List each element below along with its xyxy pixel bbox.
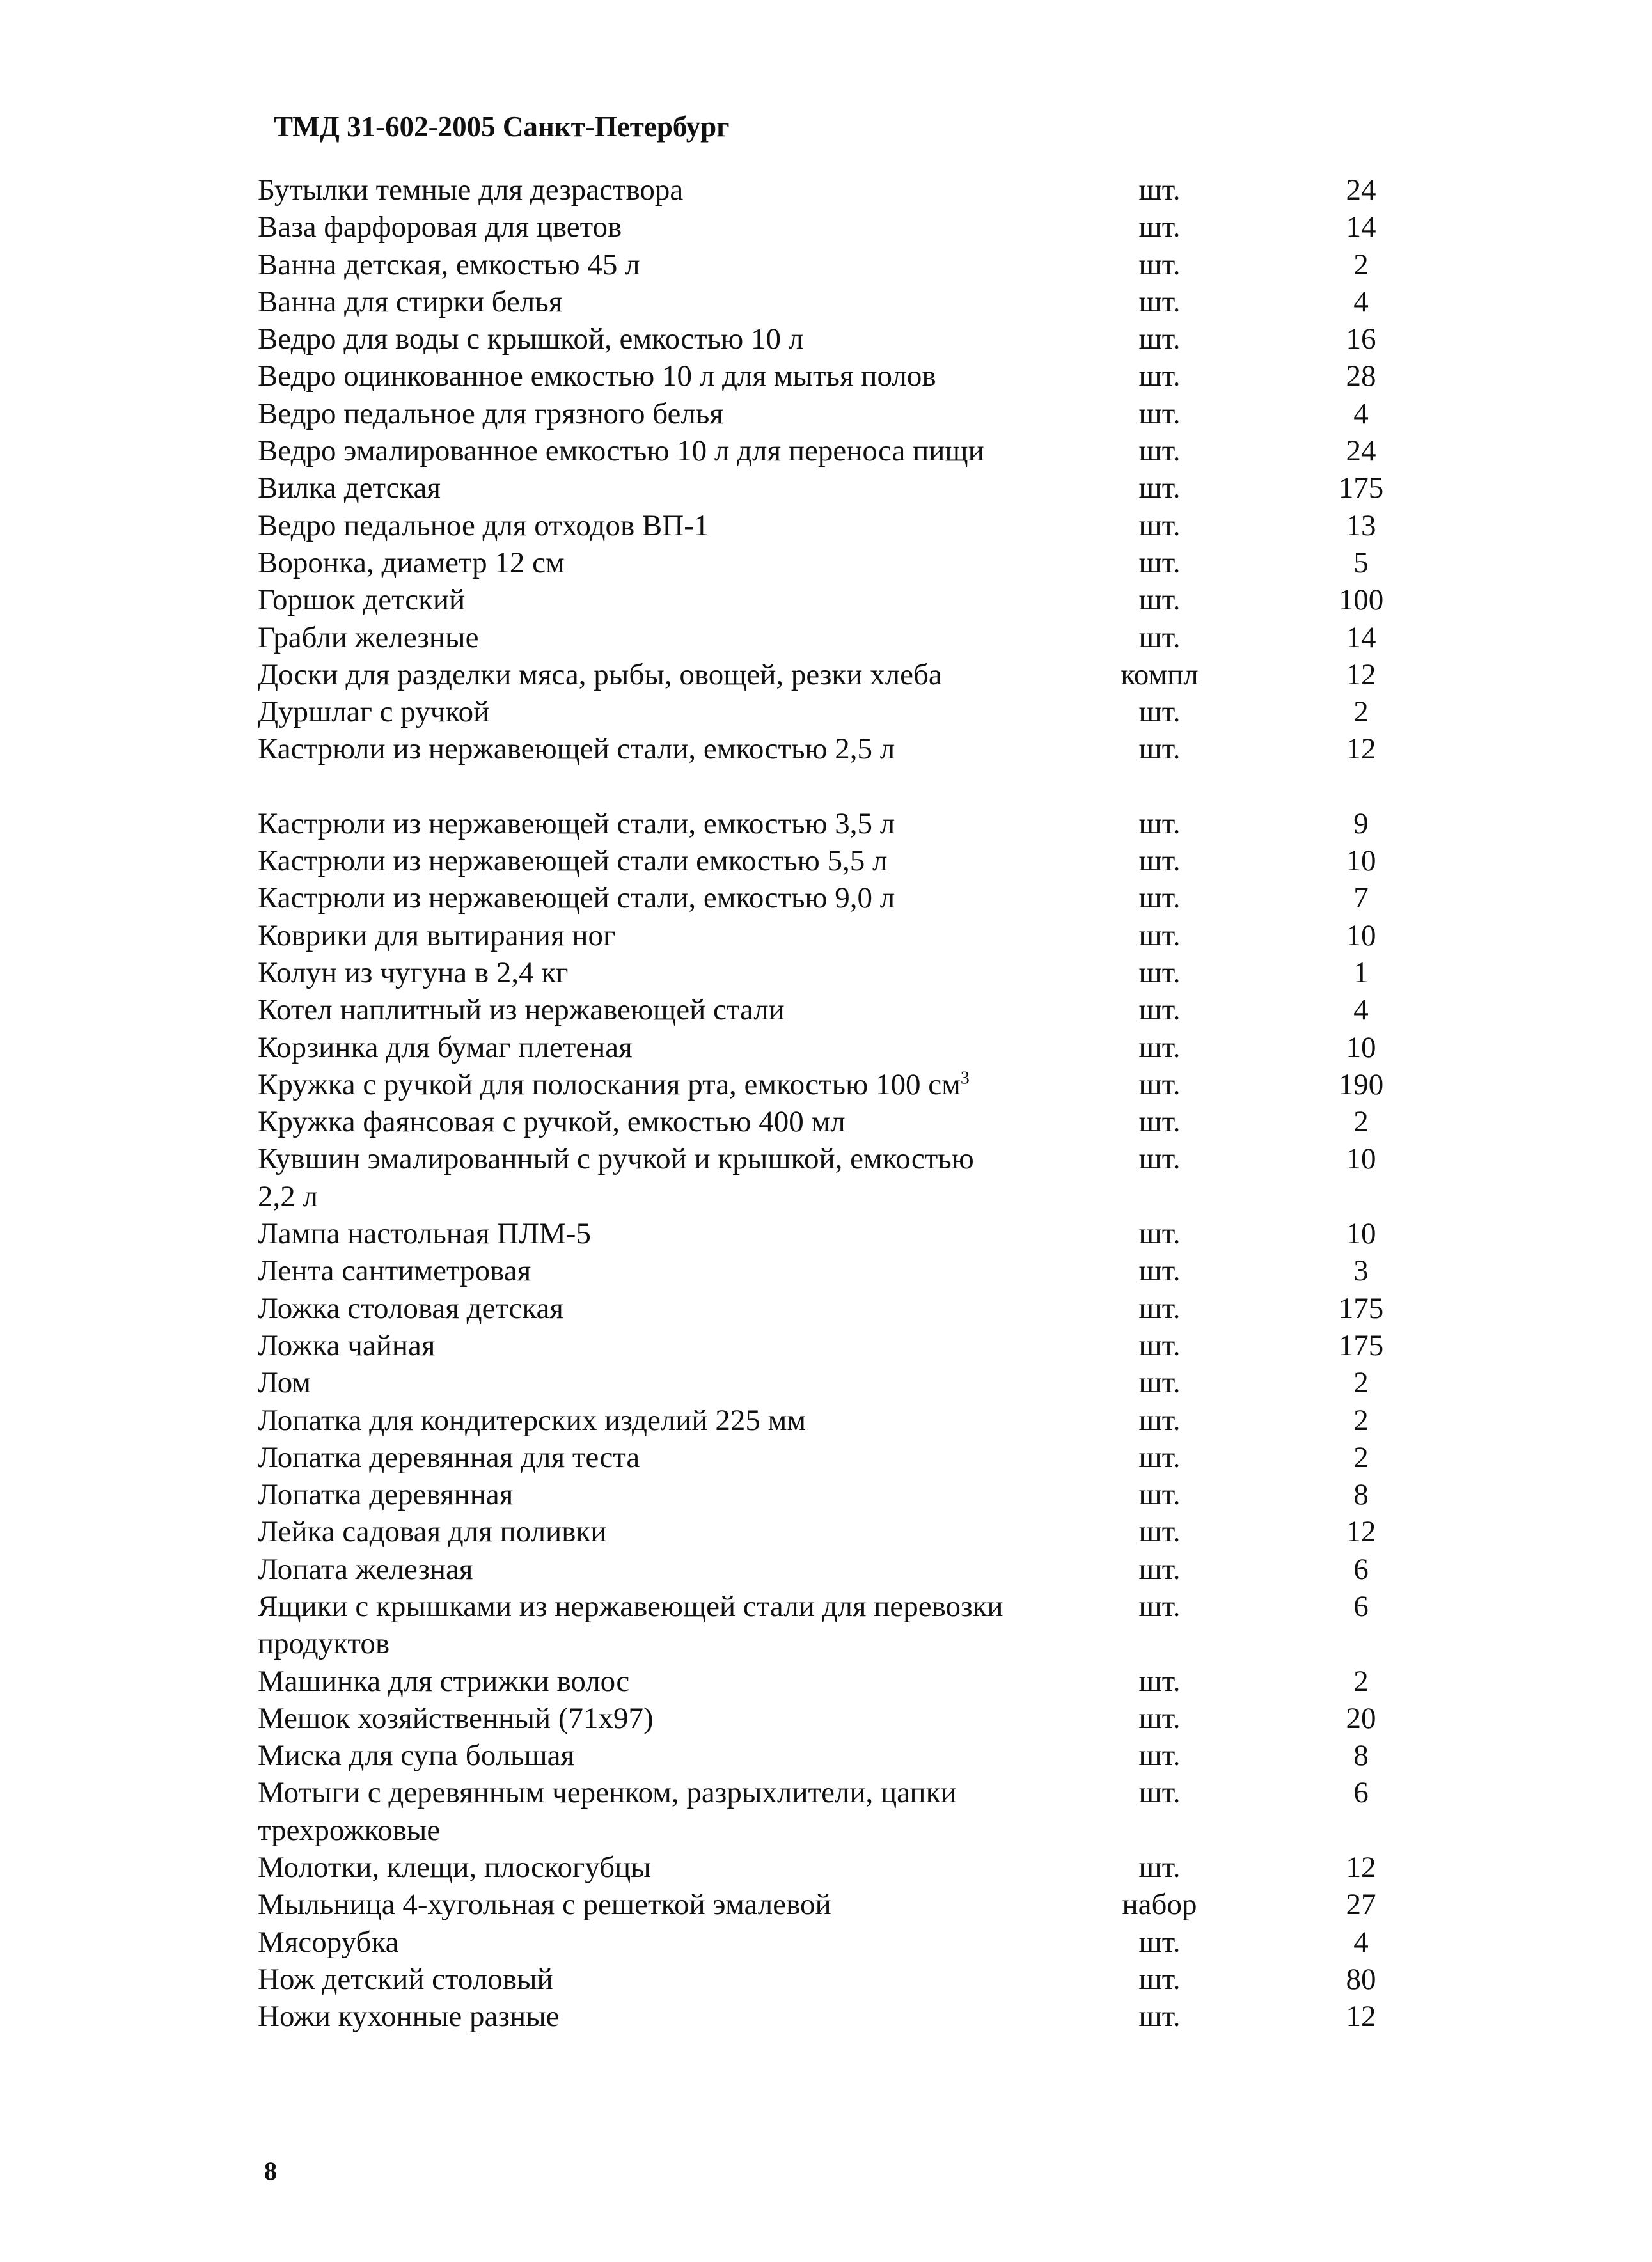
table-row (258, 1588, 1499, 1663)
item-unit: шт. (1138, 508, 1181, 542)
item-quantity: 12 (1346, 1851, 1376, 1885)
item-name-continuation: 2,2 л (258, 1179, 318, 1213)
item-name (258, 619, 1096, 656)
item-quantity: 2 (1353, 1366, 1369, 1400)
table-row (258, 544, 1499, 581)
item-name (258, 917, 1096, 954)
item-name (258, 1402, 1096, 1439)
item-unit: шт. (1138, 546, 1181, 579)
item-name (258, 1737, 1096, 1774)
table-row (258, 1364, 1499, 1401)
item-quantity: 2 (1353, 1440, 1369, 1474)
item-name-text: Лента сантиметровая (258, 1254, 531, 1288)
item-name-text: Ваза фарфоровая для цветов (258, 210, 622, 244)
item-quantity: 12 (1346, 732, 1376, 766)
table-row (258, 1029, 1499, 1066)
table-row (258, 1140, 1499, 1215)
table-row (258, 1439, 1499, 1476)
item-unit: шт. (1138, 620, 1181, 654)
item-quantity: 10 (1346, 918, 1376, 952)
item-name-text: Горшок детский (258, 583, 466, 617)
item-name-text: Лопатка деревянная (258, 1478, 514, 1512)
item-name-text: Ведро эмалированное емкостью 10 л для переноса пищи (258, 434, 984, 468)
item-name-text: Вилка детская (258, 471, 441, 505)
item-name-text: Мыльница 4-хугольная с решеткой эмалевой (258, 1888, 831, 1922)
item-quantity: 190 (1338, 1067, 1384, 1101)
item-name (258, 1998, 1096, 2035)
item-unit: шт. (1138, 1403, 1181, 1437)
item-name (258, 1252, 1096, 1289)
table-row (258, 1252, 1499, 1289)
item-unit: шт. (1138, 210, 1181, 244)
item-unit: шт. (1138, 1589, 1181, 1623)
item-name-continuation: трехрожковые (258, 1813, 441, 1847)
item-name-text: Ложка столовая детская (258, 1291, 564, 1325)
item-name (258, 246, 1096, 283)
item-name-text: Ведро педальное для грязного белья (258, 397, 723, 430)
table-row (258, 1513, 1499, 1550)
item-name-text: Ножи кухонные разные (258, 2000, 560, 2034)
item-name-text: Ящики с крышками из нержавеющей стали для перевозки (258, 1589, 1003, 1623)
table-row (258, 1215, 1499, 1252)
item-name (258, 1774, 1096, 1849)
item-name (258, 991, 1096, 1028)
item-quantity: 4 (1353, 397, 1369, 430)
item-unit: шт. (1138, 359, 1181, 393)
item-unit: шт. (1138, 285, 1181, 318)
item-name-text: Кружка с ручкой для полоскания рта, емкостью 100 см (258, 1067, 961, 1101)
table-row (258, 805, 1499, 842)
item-unit: шт. (1138, 173, 1181, 207)
table-row (258, 1103, 1499, 1140)
item-unit: шт. (1138, 1291, 1181, 1325)
item-name-text: Грабли железные (258, 620, 479, 654)
item-unit: шт. (1138, 1701, 1181, 1735)
item-name (258, 1551, 1096, 1588)
item-name-text: Лампа настольная ПЛМ-5 (258, 1217, 591, 1251)
item-name (258, 208, 1096, 246)
table-row (258, 1737, 1499, 1774)
item-quantity: 28 (1346, 359, 1376, 393)
item-quantity: 10 (1346, 844, 1376, 878)
item-quantity: 12 (1346, 657, 1376, 691)
item-quantity: 175 (1338, 1291, 1384, 1325)
table-row (258, 1551, 1499, 1588)
item-unit: шт. (1138, 993, 1181, 1027)
table-row (258, 879, 1499, 916)
table-row (258, 283, 1499, 320)
item-unit: шт. (1138, 1105, 1181, 1139)
item-name (258, 1066, 1096, 1103)
item-name-text: Лом (258, 1366, 311, 1400)
item-quantity: 10 (1346, 1142, 1376, 1176)
item-quantity: 5 (1353, 546, 1369, 579)
item-name-text: Ванна детская, емкостью 45 л (258, 247, 640, 281)
item-quantity: 3 (1353, 1254, 1369, 1288)
item-unit: компл (1121, 657, 1199, 691)
item-quantity: 27 (1346, 1888, 1376, 1922)
item-unit: шт. (1138, 1217, 1181, 1251)
item-name (258, 1849, 1096, 1886)
table-row (258, 842, 1499, 879)
table-row (258, 1476, 1499, 1513)
item-quantity: 12 (1346, 1515, 1376, 1549)
item-name (258, 1961, 1096, 1998)
item-quantity: 100 (1338, 583, 1384, 617)
item-quantity: 8 (1353, 1478, 1369, 1512)
item-unit: шт. (1138, 1478, 1181, 1512)
item-name-text: Ведро для воды с крышкой, емкостью 10 л (258, 322, 804, 356)
item-quantity: 13 (1346, 508, 1376, 542)
item-name-text: Дуршлаг с ручкой (258, 695, 490, 729)
item-unit: шт. (1138, 955, 1181, 989)
item-quantity: 9 (1353, 806, 1369, 840)
item-unit: шт. (1138, 806, 1181, 840)
table-row (258, 1961, 1499, 1998)
table-row (258, 208, 1499, 246)
table-row (258, 619, 1499, 656)
table-row (258, 917, 1499, 954)
table-row (258, 693, 1499, 730)
item-quantity: 6 (1353, 1776, 1369, 1810)
item-name-text: Мешок хозяйственный (71х97) (258, 1701, 654, 1735)
item-unit: шт. (1138, 1925, 1181, 1959)
item-unit: шт. (1138, 1142, 1181, 1176)
item-name (258, 1029, 1096, 1066)
table-row (258, 656, 1499, 693)
item-name (258, 283, 1096, 320)
item-name (258, 1886, 1096, 1923)
table-row (258, 1402, 1499, 1439)
item-unit: шт. (1138, 1440, 1181, 1474)
item-name (258, 730, 1096, 767)
item-quantity: 1 (1353, 955, 1369, 989)
item-name-text: Ложка чайная (258, 1328, 436, 1362)
item-name-continuation: продуктов (258, 1627, 390, 1661)
item-unit: шт. (1138, 1851, 1181, 1885)
item-quantity: 2 (1353, 1105, 1369, 1139)
table-row (258, 320, 1499, 357)
item-name-text: Воронка, диаметр 12 см (258, 546, 565, 579)
item-quantity: 16 (1346, 322, 1376, 356)
item-quantity: 4 (1353, 1925, 1369, 1959)
item-unit: шт. (1138, 1552, 1181, 1586)
item-quantity: 2 (1353, 247, 1369, 281)
item-unit: шт. (1138, 844, 1181, 878)
item-unit: шт. (1138, 397, 1181, 430)
item-quantity: 2 (1353, 1403, 1369, 1437)
item-name (258, 1663, 1096, 1700)
item-quantity: 4 (1353, 285, 1369, 318)
item-quantity: 20 (1346, 1701, 1376, 1735)
item-name (258, 507, 1096, 544)
item-name (258, 1290, 1096, 1327)
item-name-text: Лопатка деревянная для теста (258, 1440, 640, 1474)
item-unit: шт. (1138, 881, 1181, 915)
item-name (258, 656, 1096, 693)
table-row (258, 954, 1499, 991)
item-unit: шт. (1138, 1739, 1181, 1773)
item-quantity: 175 (1338, 471, 1384, 505)
item-quantity: 24 (1346, 434, 1376, 468)
item-name (258, 544, 1096, 581)
item-name (258, 1215, 1096, 1252)
item-quantity: 175 (1338, 1328, 1384, 1362)
item-name (258, 395, 1096, 432)
item-name (258, 842, 1096, 879)
table-row (258, 991, 1499, 1028)
table-row (258, 1663, 1499, 1700)
item-quantity: 12 (1346, 2000, 1376, 2034)
item-name-text: Кувшин эмалированный с ручкой и крышкой, емкостью (258, 1142, 974, 1176)
item-name-text: Ведро педальное для отходов ВП-1 (258, 508, 709, 542)
item-quantity: 80 (1346, 1962, 1376, 1996)
item-name (258, 469, 1096, 507)
table-row (258, 581, 1499, 618)
item-name-text: Колун из чугуна в 2,4 кг (258, 955, 569, 989)
table-row (258, 469, 1499, 507)
item-name (258, 432, 1096, 469)
item-name-text: Кастрюли из нержавеющей стали емкостью 5,5 л (258, 844, 888, 878)
page-number: 8 (264, 2156, 277, 2185)
item-unit: шт. (1138, 471, 1181, 505)
item-quantity: 4 (1353, 993, 1369, 1027)
item-quantity: 10 (1346, 1217, 1376, 1251)
item-name (258, 1700, 1096, 1737)
item-quantity: 6 (1353, 1552, 1369, 1586)
table-row (258, 1998, 1499, 2035)
item-name-text: Нож детский столовый (258, 1962, 553, 1996)
item-name (258, 581, 1096, 618)
item-unit: шт. (1138, 1962, 1181, 1996)
item-name (258, 1140, 1096, 1215)
table-row (258, 1700, 1499, 1737)
item-name (258, 320, 1096, 357)
item-name-text: Кастрюли из нержавеющей стали, емкостью 3,5 л (258, 806, 895, 840)
item-unit: шт. (1138, 695, 1181, 729)
item-name-text: Ведро оцинкованное емкостью 10 л для мытья полов (258, 359, 936, 393)
item-name (258, 1327, 1096, 1364)
item-name (258, 171, 1096, 208)
table-row (258, 507, 1499, 544)
table-row (258, 1290, 1499, 1327)
table-row (258, 1924, 1499, 1961)
table-row (258, 357, 1499, 395)
table-row (258, 1849, 1499, 1886)
item-quantity: 14 (1346, 210, 1376, 244)
item-unit: шт. (1138, 583, 1181, 617)
item-unit: шт. (1138, 247, 1181, 281)
item-unit: шт. (1138, 1776, 1181, 1810)
table-row (258, 1886, 1499, 1923)
item-unit: шт. (1138, 434, 1181, 468)
item-name (258, 1924, 1096, 1961)
item-name (258, 357, 1096, 395)
item-name-text: Бутылки темные для дезраствора (258, 173, 684, 207)
item-name (258, 954, 1096, 991)
item-quantity: 2 (1353, 1664, 1369, 1698)
table-row (258, 1066, 1499, 1103)
item-unit: шт. (1138, 918, 1181, 952)
item-name-text: Котел наплитный из нержавеющей стали (258, 993, 785, 1027)
item-name-text: Кастрюли из нержавеющей стали, емкостью 2,5 л (258, 732, 895, 766)
item-unit: шт. (1138, 1515, 1181, 1549)
item-quantity: 24 (1346, 173, 1376, 207)
item-name-text: Мотыги с деревянным черенком, разрыхлители, цапки (258, 1776, 957, 1810)
item-name-text: Кастрюли из нержавеющей стали, емкостью 9,0 л (258, 881, 895, 915)
table-row (258, 395, 1499, 432)
item-name (258, 1364, 1096, 1401)
item-name (258, 1439, 1096, 1476)
table-row (258, 432, 1499, 469)
item-quantity: 2 (1353, 695, 1369, 729)
item-name-text: Машинка для стрижки волос (258, 1664, 630, 1698)
table-row (258, 246, 1499, 283)
item-name-superscript: 3 (960, 1068, 970, 1088)
item-quantity: 14 (1346, 620, 1376, 654)
item-name-text: Лейка садовая для поливки (258, 1515, 607, 1549)
item-name-text: Доски для разделки мяса, рыбы, овощей, резки хлеба (258, 657, 942, 691)
item-name (258, 1588, 1096, 1663)
item-unit: шт. (1138, 1030, 1181, 1064)
table-row (258, 1327, 1499, 1364)
item-name-text: Лопатка для кондитерских изделий 225 мм (258, 1403, 806, 1437)
item-unit: шт. (1138, 732, 1181, 766)
item-unit: шт. (1138, 2000, 1181, 2034)
table-row (258, 730, 1499, 767)
item-unit: шт. (1138, 1664, 1181, 1698)
item-name-text: Миска для супа большая (258, 1739, 575, 1773)
document-header: ТМД 31-602-2005 Санкт-Петербург (274, 111, 730, 143)
item-unit: шт. (1138, 1328, 1181, 1362)
item-name (258, 805, 1096, 842)
item-name-text: Корзинка для бумаг плетеная (258, 1030, 633, 1064)
table-row (258, 171, 1499, 208)
item-quantity: 7 (1353, 881, 1369, 915)
item-table (258, 171, 1499, 2036)
item-quantity: 10 (1346, 1030, 1376, 1064)
item-name-text: Мясорубка (258, 1925, 399, 1959)
item-name-text: Коврики для вытирания ног (258, 918, 616, 952)
item-name (258, 693, 1096, 730)
item-name-text: Ванна для стирки белья (258, 285, 563, 318)
section-gap (258, 768, 1499, 805)
item-unit: шт. (1138, 1366, 1181, 1400)
item-unit: шт. (1138, 322, 1181, 356)
item-name (258, 1476, 1096, 1513)
item-name-text: Молотки, клещи, плоскогубцы (258, 1851, 651, 1885)
item-quantity: 6 (1353, 1589, 1369, 1623)
item-name (258, 1513, 1096, 1550)
item-name-text: Лопата железная (258, 1552, 473, 1586)
item-unit: шт. (1138, 1254, 1181, 1288)
table-row (258, 1774, 1499, 1849)
item-name (258, 1103, 1096, 1140)
item-quantity: 8 (1353, 1739, 1369, 1773)
item-name-text: Кружка фаянсовая с ручкой, емкостью 400 мл (258, 1105, 846, 1139)
item-unit: набор (1122, 1888, 1197, 1922)
item-name (258, 879, 1096, 916)
item-unit: шт. (1138, 1067, 1181, 1101)
